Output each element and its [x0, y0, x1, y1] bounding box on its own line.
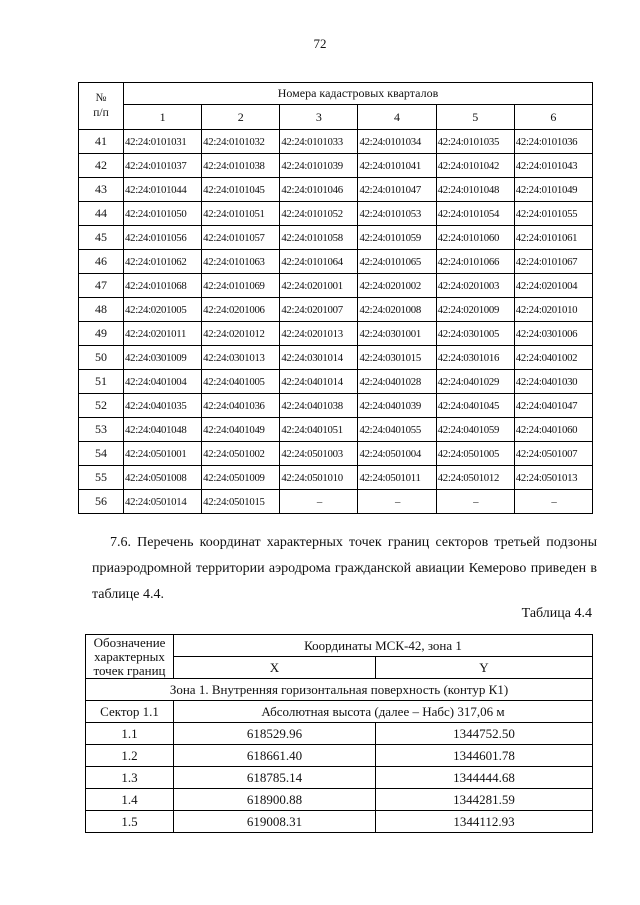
coordinates-table	[85, 634, 593, 833]
cadastral-number-cell: 42:24:0101050	[124, 202, 202, 226]
paragraph-7-6: 7.6. Перечень координат характерных точек границ секторов третьей подзоны приаэродромной территории аэродрома гражданской авиации Кемерово приведен в таблице 4.4.	[92, 535, 597, 602]
cadastral-number-cell: 42:24:0301013	[202, 346, 280, 370]
cadastral-number-cell: 42:24:0401002	[514, 346, 592, 370]
cadastral-number-cell: 42:24:0401049	[202, 418, 280, 442]
point-id-cell: 1.1	[86, 723, 174, 745]
cadastral-number-cell: 42:24:0501014	[124, 490, 202, 514]
cadastral-number-cell: 42:24:0301006	[514, 322, 592, 346]
table-row	[86, 767, 593, 789]
cadastral-number-cell: 42:24:0101051	[202, 202, 280, 226]
point-id-cell: 1.3	[86, 767, 174, 789]
cadastral-quarters-table	[78, 82, 593, 514]
cadastral-number-cell: –	[514, 490, 592, 514]
coordinates-table-body	[86, 723, 593, 833]
table-row	[79, 250, 593, 274]
cadastral-number-cell: 42:24:0101048	[436, 178, 514, 202]
cadastral-number-cell: 42:24:0101032	[202, 130, 280, 154]
cadastral-number-cell: 42:24:0301016	[436, 346, 514, 370]
table-row	[79, 346, 593, 370]
row-number: 51	[79, 370, 124, 394]
cadastral-number-cell: 42:24:0401055	[358, 418, 436, 442]
table-row	[86, 811, 593, 833]
coord-y-cell: 1344281.59	[376, 789, 593, 811]
cadastral-number-cell: 42:24:0201006	[202, 298, 280, 322]
cadastral-number-cell: 42:24:0101066	[436, 250, 514, 274]
cadastral-number-cell: 42:24:0201008	[358, 298, 436, 322]
cadastral-number-cell: 42:24:0501001	[124, 442, 202, 466]
cadastral-number-cell: 42:24:0501005	[436, 442, 514, 466]
cadastral-number-cell: 42:24:0101068	[124, 274, 202, 298]
point-id-cell: 1.2	[86, 745, 174, 767]
header-designation: Обозначение характерных точек границ	[86, 635, 174, 679]
column-header: 4	[358, 105, 436, 130]
cadastral-number-cell: 42:24:0101059	[358, 226, 436, 250]
cadastral-number-cell: 42:24:0101042	[436, 154, 514, 178]
cadastral-number-cell: 42:24:0101035	[436, 130, 514, 154]
row-number: 53	[79, 418, 124, 442]
cadastral-number-cell: 42:24:0501008	[124, 466, 202, 490]
table-row	[79, 466, 593, 490]
cadastral-number-cell: 42:24:0201009	[436, 298, 514, 322]
cadastral-number-cell: 42:24:0101034	[358, 130, 436, 154]
cadastral-number-cell: 42:24:0301005	[436, 322, 514, 346]
row-number: 55	[79, 466, 124, 490]
cadastral-number-cell: 42:24:0101038	[202, 154, 280, 178]
cadastral-number-cell: 42:24:0101064	[280, 250, 358, 274]
cadastral-number-cell: 42:24:0101036	[514, 130, 592, 154]
table-row	[79, 322, 593, 346]
cadastral-number-cell: 42:24:0401060	[514, 418, 592, 442]
cadastral-number-cell: 42:24:0401036	[202, 394, 280, 418]
cadastral-number-cell: –	[280, 490, 358, 514]
coord-x-cell: 618900.88	[174, 789, 376, 811]
table-row	[79, 202, 593, 226]
cadastral-table-body	[79, 130, 593, 514]
cadastral-number-cell: 42:24:0401029	[436, 370, 514, 394]
cadastral-number-cell: 42:24:0101046	[280, 178, 358, 202]
cadastral-number-cell: 42:24:0101067	[514, 250, 592, 274]
cadastral-number-cell: 42:24:0101060	[436, 226, 514, 250]
header-row-number	[79, 83, 124, 130]
cadastral-number-cell: 42:24:0201010	[514, 298, 592, 322]
row-number: 42	[79, 154, 124, 178]
cadastral-number-cell: 42:24:0101041	[358, 154, 436, 178]
cadastral-number-cell: 42:24:0201004	[514, 274, 592, 298]
coord-x-cell: 618661.40	[174, 745, 376, 767]
cadastral-number-cell: 42:24:0101045	[202, 178, 280, 202]
cadastral-number-cell: 42:24:0401048	[124, 418, 202, 442]
cadastral-number-cell: 42:24:0401035	[124, 394, 202, 418]
cadastral-number-cell: 42:24:0501009	[202, 466, 280, 490]
column-header: 1	[124, 105, 202, 130]
cadastral-number-cell: 42:24:0101052	[280, 202, 358, 226]
cadastral-number-cell: 42:24:0501004	[358, 442, 436, 466]
cadastral-number-cell: 42:24:0501011	[358, 466, 436, 490]
table-row	[79, 154, 593, 178]
table-row	[79, 226, 593, 250]
cadastral-number-cell: 42:24:0301001	[358, 322, 436, 346]
table-row	[79, 274, 593, 298]
cadastral-number-cell: 42:24:0401028	[358, 370, 436, 394]
header-np-line1: №	[95, 92, 107, 104]
cadastral-number-cell: 42:24:0101054	[436, 202, 514, 226]
row-number: 47	[79, 274, 124, 298]
coord-y-cell: 1344112.93	[376, 811, 593, 833]
table-row	[86, 723, 593, 745]
cadastral-number-cell: 42:24:0501015	[202, 490, 280, 514]
column-header: 3	[280, 105, 358, 130]
column-header: 2	[202, 105, 280, 130]
table-row	[79, 130, 593, 154]
coord-y-cell: 1344752.50	[376, 723, 593, 745]
cadastral-number-cell: 42:24:0201005	[124, 298, 202, 322]
row-number: 45	[79, 226, 124, 250]
cadastral-number-cell: 42:24:0101058	[280, 226, 358, 250]
table-row	[79, 370, 593, 394]
cadastral-number-cell: 42:24:0101061	[514, 226, 592, 250]
cadastral-number-cell: 42:24:0201011	[124, 322, 202, 346]
header-np-line2: п/п	[93, 107, 109, 119]
coord-y-cell: 1344444.68	[376, 767, 593, 789]
cadastral-number-cell: 42:24:0401059	[436, 418, 514, 442]
cadastral-number-cell: 42:24:0401047	[514, 394, 592, 418]
cadastral-number-cell: 42:24:0101033	[280, 130, 358, 154]
cadastral-number-cell: 42:24:0401004	[124, 370, 202, 394]
cadastral-number-cell: 42:24:0501012	[436, 466, 514, 490]
cadastral-number-cell: 42:24:0101057	[202, 226, 280, 250]
cadastral-number-cell: 42:24:0501010	[280, 466, 358, 490]
zone-row: Зона 1. Внутренняя горизонтальная поверхность (контур К1)	[86, 679, 593, 701]
cadastral-number-cell: 42:24:0201003	[436, 274, 514, 298]
point-id-cell: 1.5	[86, 811, 174, 833]
row-number: 52	[79, 394, 124, 418]
coord-y-cell: 1344601.78	[376, 745, 593, 767]
table-row	[79, 490, 593, 514]
table-caption: Таблица 4.4	[521, 606, 592, 621]
cadastral-number-cell: 42:24:0101063	[202, 250, 280, 274]
row-number: 50	[79, 346, 124, 370]
cadastral-number-cell: 42:24:0101062	[124, 250, 202, 274]
cadastral-number-cell: 42:24:0201002	[358, 274, 436, 298]
cadastral-number-cell: 42:24:0101044	[124, 178, 202, 202]
cadastral-number-cell: 42:24:0401030	[514, 370, 592, 394]
row-number: 48	[79, 298, 124, 322]
table-row	[79, 298, 593, 322]
column-header: 5	[436, 105, 514, 130]
table-row	[86, 745, 593, 767]
cadastral-number-cell: 42:24:0201001	[280, 274, 358, 298]
cadastral-number-cell: 42:24:0301015	[358, 346, 436, 370]
cadastral-number-cell: –	[436, 490, 514, 514]
page-number: 72	[313, 36, 327, 51]
header-x: X	[174, 657, 376, 679]
cadastral-number-cell: 42:24:0101037	[124, 154, 202, 178]
cadastral-number-cell: 42:24:0101039	[280, 154, 358, 178]
table-row	[79, 178, 593, 202]
coord-x-cell: 619008.31	[174, 811, 376, 833]
cadastral-number-cell: 42:24:0401045	[436, 394, 514, 418]
cadastral-number-cell: 42:24:0501003	[280, 442, 358, 466]
cadastral-number-cell: 42:24:0101031	[124, 130, 202, 154]
sector-label: Сектор 1.1	[86, 701, 174, 723]
cadastral-number-cell: 42:24:0101049	[514, 178, 592, 202]
cadastral-number-cell: 42:24:0101065	[358, 250, 436, 274]
cadastral-number-cell: 42:24:0501002	[202, 442, 280, 466]
sector-height: Абсолютная высота (далее – Набс) 317,06 м	[174, 701, 593, 723]
cadastral-number-cell: 42:24:0301014	[280, 346, 358, 370]
cadastral-number-cell: 42:24:0401039	[358, 394, 436, 418]
coord-x-cell: 618785.14	[174, 767, 376, 789]
cadastral-number-cell: 42:24:0401038	[280, 394, 358, 418]
row-number: 54	[79, 442, 124, 466]
cadastral-number-cell: 42:24:0101056	[124, 226, 202, 250]
row-number: 43	[79, 178, 124, 202]
row-number: 56	[79, 490, 124, 514]
cadastral-number-cell: 42:24:0101069	[202, 274, 280, 298]
row-number: 49	[79, 322, 124, 346]
table-row	[79, 394, 593, 418]
cadastral-number-cell: 42:24:0201013	[280, 322, 358, 346]
cadastral-number-cell: 42:24:0401051	[280, 418, 358, 442]
header-cadastral-numbers: Номера кадастровых кварталов	[124, 83, 593, 105]
coord-x-cell: 618529.96	[174, 723, 376, 745]
cadastral-number-cell: 42:24:0501007	[514, 442, 592, 466]
row-number: 44	[79, 202, 124, 226]
cadastral-number-cell: –	[358, 490, 436, 514]
cadastral-number-cell: 42:24:0301009	[124, 346, 202, 370]
cadastral-number-cell: 42:24:0401014	[280, 370, 358, 394]
cadastral-number-cell: 42:24:0101047	[358, 178, 436, 202]
cadastral-number-cell: 42:24:0101053	[358, 202, 436, 226]
point-id-cell: 1.4	[86, 789, 174, 811]
table-row	[86, 789, 593, 811]
cadastral-number-cell: 42:24:0401005	[202, 370, 280, 394]
header-y: Y	[376, 657, 593, 679]
cadastral-number-cell: 42:24:0201012	[202, 322, 280, 346]
cadastral-number-cell: 42:24:0101055	[514, 202, 592, 226]
header-coordinates: Координаты МСК-42, зона 1	[174, 635, 593, 657]
column-header: 6	[514, 105, 592, 130]
row-number: 46	[79, 250, 124, 274]
cadastral-number-cell: 42:24:0101043	[514, 154, 592, 178]
row-number: 41	[79, 130, 124, 154]
table-row	[79, 442, 593, 466]
cadastral-number-cell: 42:24:0501013	[514, 466, 592, 490]
cadastral-number-cell: 42:24:0201007	[280, 298, 358, 322]
table-row	[79, 418, 593, 442]
